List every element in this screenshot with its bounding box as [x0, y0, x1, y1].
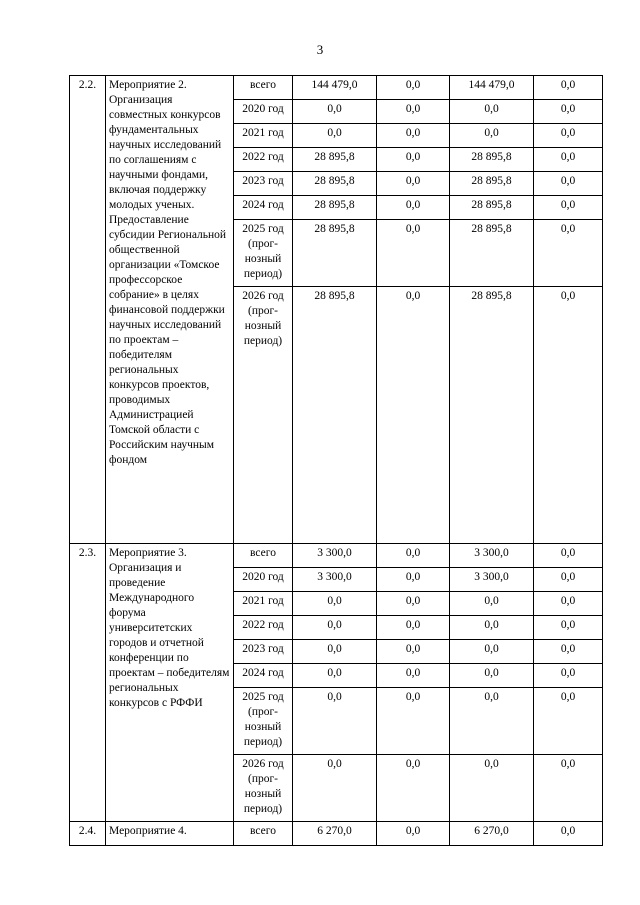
year-cell: 2022 год	[234, 616, 293, 640]
value-cell: 3 300,0	[450, 568, 534, 592]
value-cell: 0,0	[450, 100, 534, 124]
year-cell: 2023 год	[234, 172, 293, 196]
year-cell: всего	[234, 76, 293, 100]
value-cell: 28 895,8	[450, 172, 534, 196]
measure-number: 2.2.	[70, 76, 106, 544]
value-cell: 0,0	[534, 822, 603, 846]
total-value-cell: 0,0	[293, 592, 377, 616]
value-cell: 0,0	[377, 148, 450, 172]
year-cell: всего	[234, 544, 293, 568]
value-cell: 0,0	[377, 755, 450, 822]
value-cell: 0,0	[534, 616, 603, 640]
total-value-cell: 28 895,8	[293, 220, 377, 287]
value-cell: 0,0	[534, 688, 603, 755]
value-cell: 0,0	[450, 592, 534, 616]
year-cell: всего	[234, 822, 293, 846]
total-value-cell: 0,0	[293, 664, 377, 688]
value-cell: 0,0	[534, 148, 603, 172]
value-cell: 0,0	[534, 287, 603, 544]
value-cell: 0,0	[377, 196, 450, 220]
year-cell: 2021 год	[234, 592, 293, 616]
value-cell: 28 895,8	[450, 220, 534, 287]
total-value-cell: 0,0	[293, 640, 377, 664]
value-cell: 0,0	[534, 664, 603, 688]
measure-description: Мероприятие 3. Организация и проведение Международного форума университетских городов и отчетной конференции по проектам – победителям региональных конкурсов с РФФИ	[106, 544, 234, 822]
table-row	[70, 544, 603, 568]
year-cell: 2022 год	[234, 148, 293, 172]
total-value-cell: 0,0	[293, 688, 377, 755]
value-cell: 0,0	[377, 220, 450, 287]
value-cell: 144 479,0	[450, 76, 534, 100]
value-cell: 0,0	[534, 196, 603, 220]
value-cell: 0,0	[534, 568, 603, 592]
measure-number: 2.3.	[70, 544, 106, 822]
total-value-cell: 3 300,0	[293, 568, 377, 592]
total-value-cell: 0,0	[293, 755, 377, 822]
value-cell: 0,0	[377, 616, 450, 640]
value-cell: 0,0	[450, 640, 534, 664]
measure-description: Мероприятие 4.	[106, 822, 234, 846]
value-cell: 0,0	[534, 76, 603, 100]
value-cell: 0,0	[450, 124, 534, 148]
value-cell: 0,0	[377, 664, 450, 688]
value-cell: 0,0	[377, 544, 450, 568]
value-cell: 0,0	[534, 755, 603, 822]
measure-description: Мероприятие 2. Организация совместных конкурсов фундаментальных научных исследований по соглашениям с научными фондами, включая поддержку молодых ученых. Предоставление субсидии Региональной общественной организации «Томское профессорское собрание» в целях финансовой поддержки научных исследований по проектам – победителям региональных конкурсов проектов, проводимых Администрацией Томской области с Российским научным фондом	[106, 76, 234, 544]
value-cell: 28 895,8	[450, 196, 534, 220]
year-cell: 2025 год (прог- нозный период)	[234, 220, 293, 287]
value-cell: 0,0	[377, 592, 450, 616]
table-row	[70, 822, 603, 846]
value-cell: 28 895,8	[450, 148, 534, 172]
table-row	[70, 76, 603, 100]
total-value-cell: 28 895,8	[293, 172, 377, 196]
value-cell: 0,0	[534, 640, 603, 664]
value-cell: 0,0	[450, 688, 534, 755]
value-cell: 0,0	[534, 220, 603, 287]
value-cell: 0,0	[377, 287, 450, 544]
year-cell: 2025 год (прог- нозный период)	[234, 688, 293, 755]
total-value-cell: 28 895,8	[293, 287, 377, 544]
budget-table	[69, 75, 603, 846]
value-cell: 0,0	[534, 544, 603, 568]
value-cell: 0,0	[377, 688, 450, 755]
total-value-cell: 0,0	[293, 100, 377, 124]
value-cell: 0,0	[450, 616, 534, 640]
year-cell: 2024 год	[234, 664, 293, 688]
year-cell: 2026 год (прог- нозный период)	[234, 755, 293, 822]
value-cell: 0,0	[377, 100, 450, 124]
page-number: 3	[316, 42, 324, 57]
value-cell: 0,0	[377, 640, 450, 664]
total-value-cell: 3 300,0	[293, 544, 377, 568]
value-cell: 0,0	[534, 124, 603, 148]
total-value-cell: 0,0	[293, 616, 377, 640]
value-cell: 0,0	[377, 124, 450, 148]
year-cell: 2026 год (прог- нозный период)	[234, 287, 293, 544]
year-cell: 2020 год	[234, 100, 293, 124]
value-cell: 0,0	[534, 100, 603, 124]
value-cell: 0,0	[534, 592, 603, 616]
value-cell: 0,0	[450, 755, 534, 822]
total-value-cell: 6 270,0	[293, 822, 377, 846]
year-cell: 2024 год	[234, 196, 293, 220]
total-value-cell: 28 895,8	[293, 196, 377, 220]
year-cell: 2023 год	[234, 640, 293, 664]
measure-number: 2.4.	[70, 822, 106, 846]
value-cell: 0,0	[534, 172, 603, 196]
value-cell: 0,0	[377, 822, 450, 846]
year-cell: 2021 год	[234, 124, 293, 148]
total-value-cell: 144 479,0	[293, 76, 377, 100]
value-cell: 0,0	[450, 664, 534, 688]
value-cell: 3 300,0	[450, 544, 534, 568]
total-value-cell: 0,0	[293, 124, 377, 148]
value-cell: 0,0	[377, 568, 450, 592]
total-value-cell: 28 895,8	[293, 148, 377, 172]
value-cell: 28 895,8	[450, 287, 534, 544]
value-cell: 0,0	[377, 172, 450, 196]
value-cell: 6 270,0	[450, 822, 534, 846]
value-cell: 0,0	[377, 76, 450, 100]
year-cell: 2020 год	[234, 568, 293, 592]
